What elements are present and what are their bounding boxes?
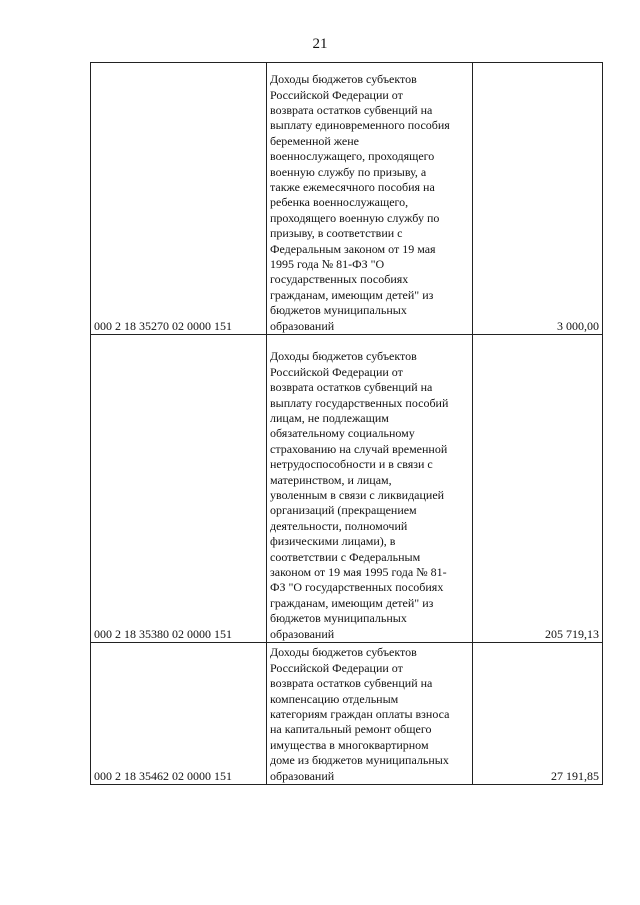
table-row [91, 335, 603, 643]
revenue-description: Доходы бюджетов субъектов Российской Федерации от возврата остатков субвенций на выплату единовременного пособия беременной жене военнослужащего, проходящего военную службу по призыву, а также ежемесячного пособия на ребенка военнослужащего, проходящего военную службу по призыву, в соответствии с Федеральным законом от 19 мая 1995 года № 81-ФЗ "О государственных пособиях гражданам, имеющим детей" из бюджетов муниципальных образований [267, 63, 473, 335]
revenue-amount: 3 000,00 [473, 63, 603, 335]
budget-revenue-table [90, 62, 603, 785]
budget-classification-code: 000 2 18 35380 02 0000 151 [91, 335, 267, 643]
revenue-amount: 27 191,85 [473, 643, 603, 785]
table-row [91, 643, 603, 785]
budget-classification-code: 000 2 18 35462 02 0000 151 [91, 643, 267, 785]
table-row [91, 63, 603, 335]
revenue-amount: 205 719,13 [473, 335, 603, 643]
revenue-description: Доходы бюджетов субъектов Российской Федерации от возврата остатков субвенций на выплату государственных пособий лицам, не подлежащим обязательному социальному страхованию на случай временной нетрудоспособности и в связи с материнством, и лицам, уволенным в связи с ликвидацией организаций (прекращением деятельности, полномочий физическими лицами), в соответствии с Федеральным законом от 19 мая 1995 года № 81- ФЗ "О государственных пособиях гражданам, имеющим детей" из бюджетов муниципальных образований [267, 335, 473, 643]
revenue-description: Доходы бюджетов субъектов Российской Федерации от возврата остатков субвенций на компенсацию отдельным категориям граждан оплаты взноса на капитальный ремонт общего имущества в многоквартирном доме из бюджетов муниципальных образований [267, 643, 473, 785]
page-number: 21 [312, 36, 328, 52]
budget-classification-code: 000 2 18 35270 02 0000 151 [91, 63, 267, 335]
